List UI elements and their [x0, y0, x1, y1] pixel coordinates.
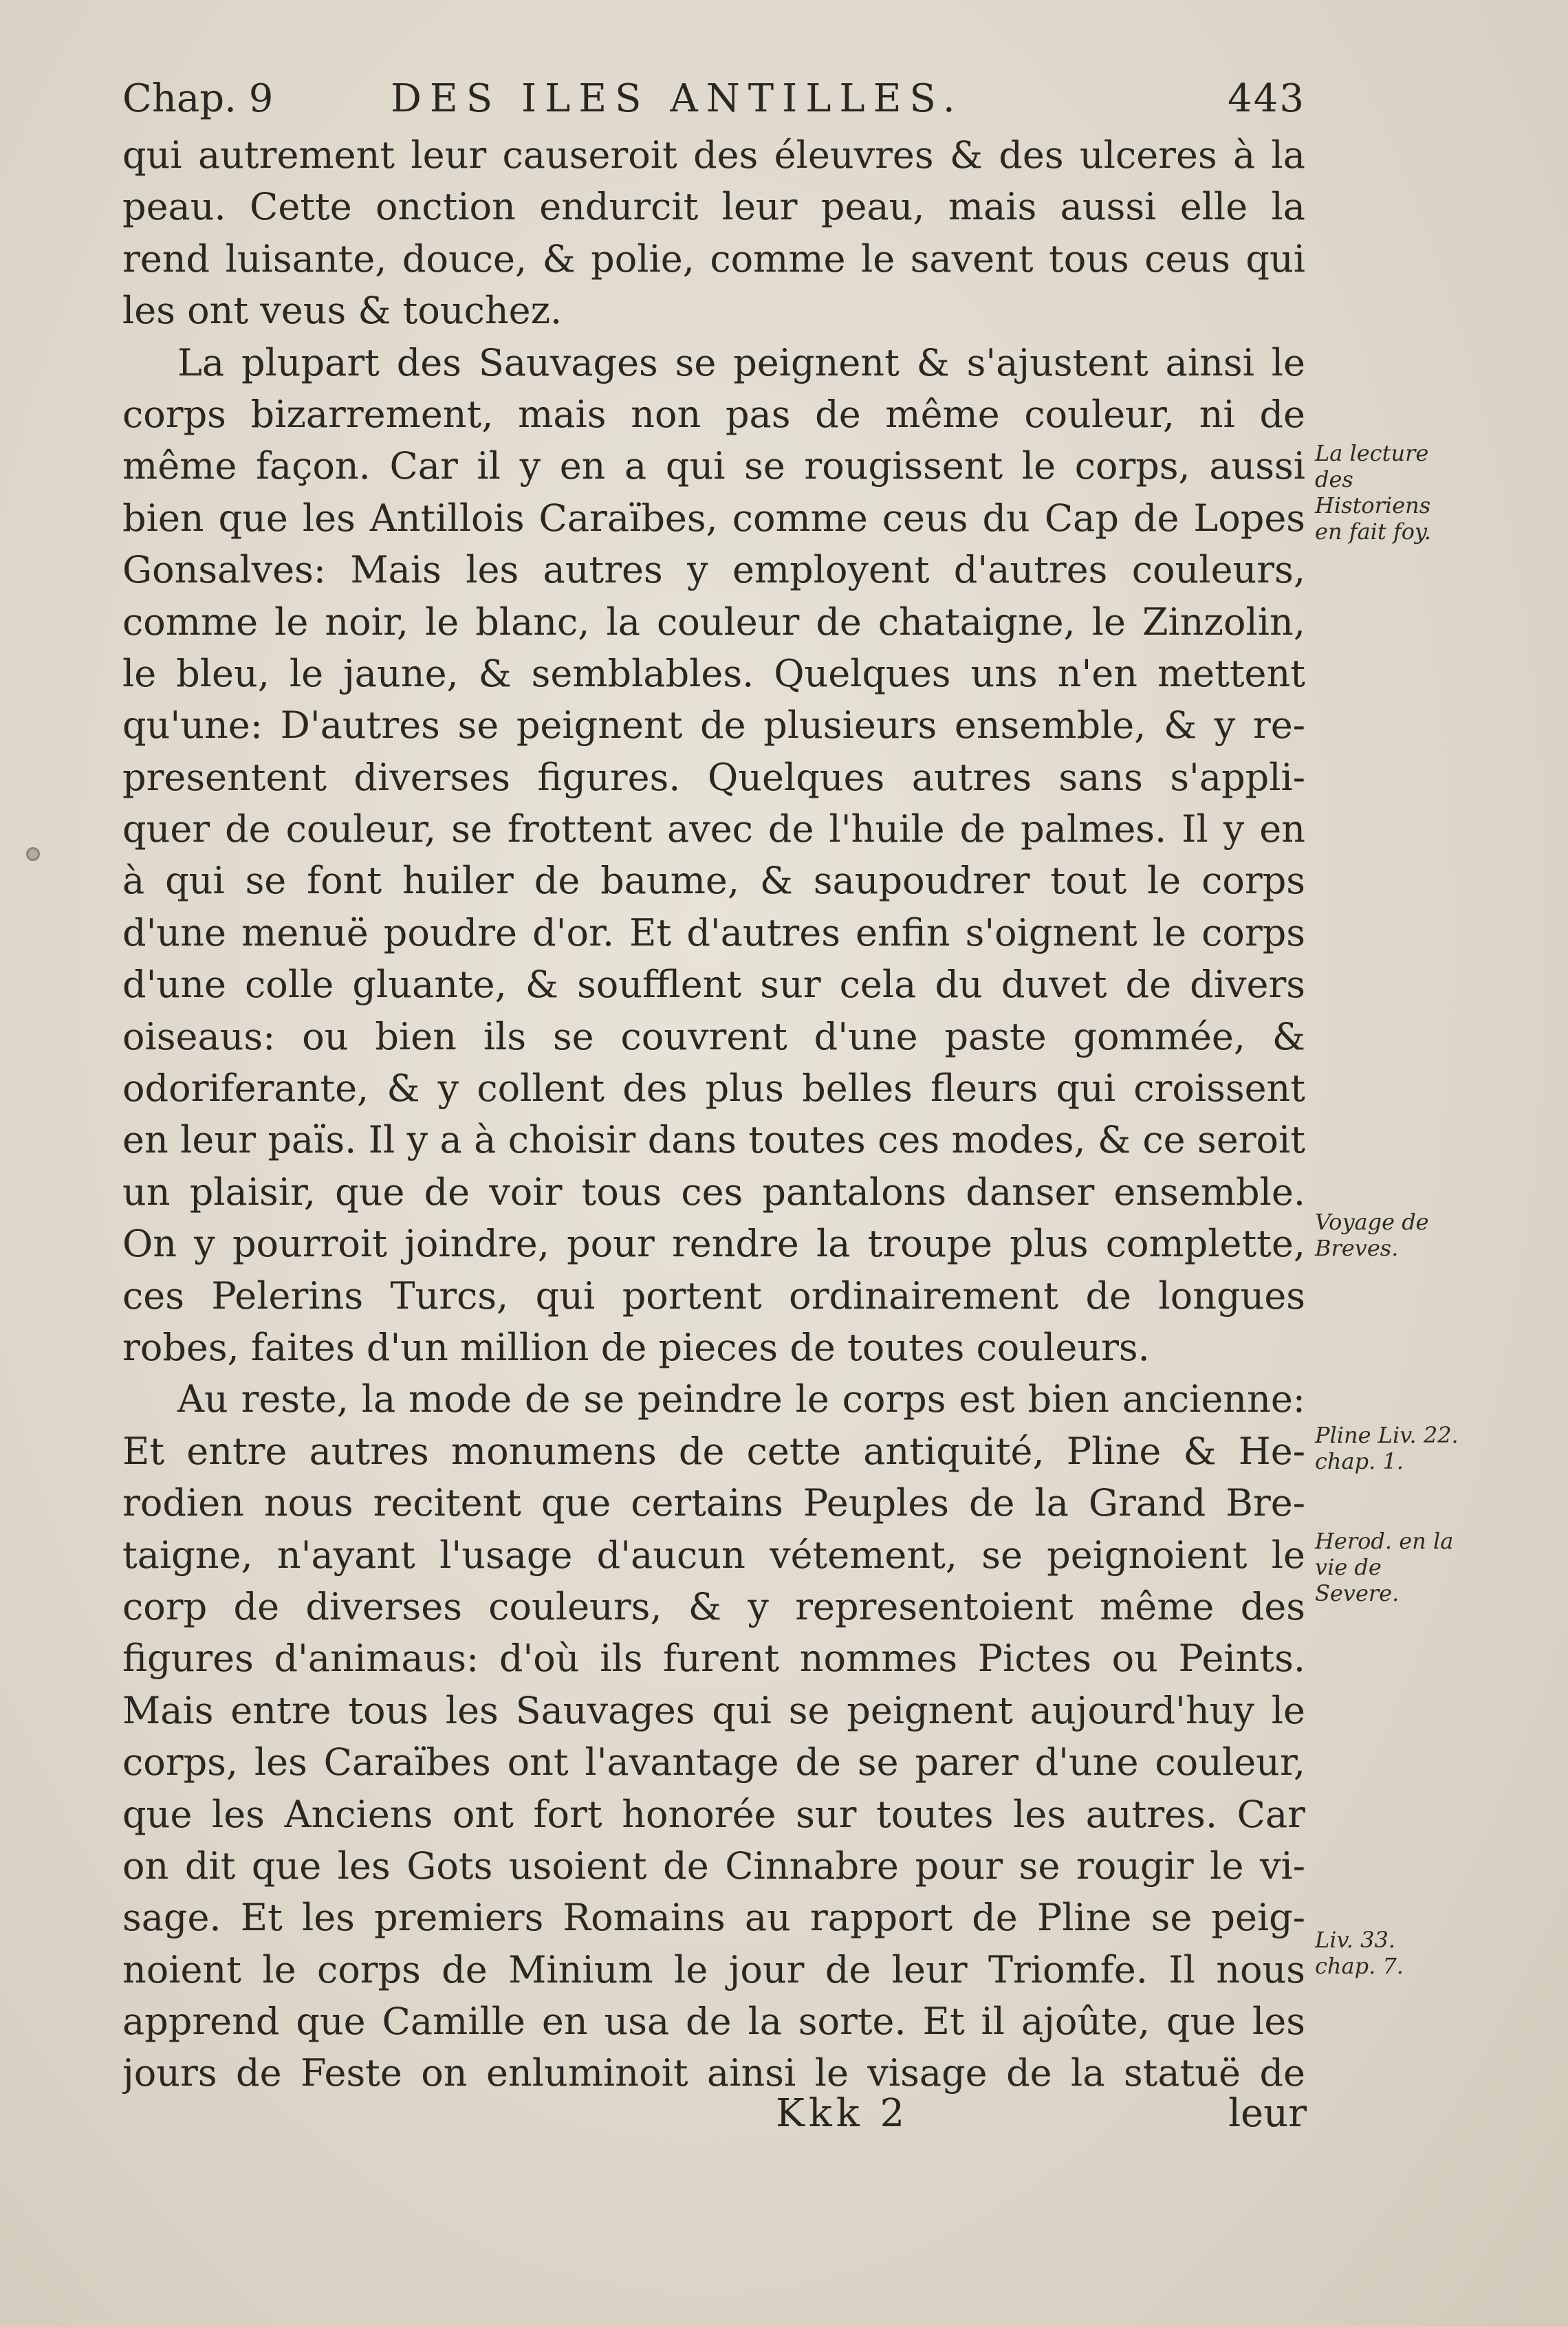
text-line: presentent diverses figures. Quelques autres sans s'appli- [122, 755, 1305, 799]
margin-note-historiens: La lecture des Historiens en fait foy. [1315, 440, 1432, 545]
text-line: Au reste, la mode de se peindre le corps est bien ancienne: [177, 1377, 1305, 1421]
text-line: qui autrement leur causeroit des éleuvres & des ulceres à la [122, 133, 1305, 177]
text-line: rend luisante, douce, & polie, comme le savent tous ceus qui [122, 237, 1305, 281]
text-line: ces Pelerins Turcs, qui portent ordinairement de longues [122, 1274, 1305, 1318]
text-line: comme le noir, le blanc, la couleur de chataigne, le Zinzolin, [122, 600, 1305, 644]
text-line: apprend que Camille en usa de la sorte. Et il ajoûte, que les [122, 2000, 1305, 2044]
text-line: corp de diverses couleurs, & y representoient même des [122, 1584, 1305, 1628]
text-line: On y pourroit joindre, pour rendre la troupe plus complette, [122, 1222, 1305, 1266]
text-line: corps, les Caraïbes ont l'avantage de se parer d'une couleur, [122, 1740, 1305, 1784]
text-line: Et entre autres monumens de cette antiquité, Pline & He- [122, 1429, 1305, 1473]
margin-note-liv33: Liv. 33. chap. 7. [1315, 1927, 1404, 1979]
signature-mark: Kkk 2 [776, 2091, 909, 2136]
text-line: noient le corps de Minium le jour de leur Triomfe. Il nous [122, 1947, 1305, 1991]
margin-note-voyage: Voyage de Breves. [1315, 1209, 1429, 1261]
paper-speck [26, 847, 40, 861]
chapter-label: Chap. 9 [122, 76, 274, 121]
text-line: d'une menuë poudre d'or. Et d'autres enfin s'oignent le corps [122, 910, 1305, 954]
text-line: un plaisir, que de voir tous ces pantalons danser ensemble. [122, 1170, 1305, 1214]
margin-note-herod: Herod. en la vie de Severe. [1315, 1528, 1454, 1606]
text-line: robes, faites d'un million de pieces de toutes couleurs. [122, 1325, 1150, 1369]
text-line: quer de couleur, se frottent avec de l'huile de palmes. Il y en [122, 807, 1305, 851]
running-header [122, 74, 1305, 124]
text-line: les ont veus & touchez. [122, 289, 563, 333]
running-title: DES ILES ANTILLES. [391, 76, 963, 121]
text-line: rodien nous recitent que certains Peuples de la Grand Bre- [122, 1481, 1305, 1525]
text-line: d'une colle gluante, & soufflent sur cela du duvet de divers [122, 963, 1305, 1007]
text-line: figures d'animaus: d'où ils furent nommes Pictes ou Peints. [122, 1637, 1305, 1681]
text-line: oiseaus: ou bien ils se couvrent d'une paste gommée, & [122, 1014, 1305, 1058]
text-line: à qui se font huiler de baume, & saupoudrer tout le corps [122, 859, 1305, 903]
text-line: bien que les Antillois Caraïbes, comme ceus du Cap de Lopes [122, 496, 1305, 540]
text-line: Mais entre tous les Sauvages qui se peignent aujourd'huy le [122, 1688, 1305, 1732]
text-line: qu'une: D'autres se peignent de plusieurs ensemble, & y re- [122, 703, 1305, 747]
text-line: La plupart des Sauvages se peignent & s'ajustent ainsi le [177, 340, 1305, 384]
text-line: que les Anciens ont fort honorée sur toutes les autres. Car [122, 1792, 1305, 1836]
margin-note-pline: Pline Liv. 22. chap. 1. [1315, 1422, 1459, 1474]
text-line: odoriferante, & y collent des plus belles fleurs qui croissent [122, 1067, 1305, 1111]
body-text [122, 129, 1305, 2099]
text-line: en leur païs. Il y a à choisir dans toutes ces modes, & ce seroit [122, 1118, 1305, 1162]
text-line: même façon. Car il y en a qui se rougissent le corps, aussi [122, 444, 1305, 488]
text-line: on dit que les Gots usoient de Cinnabre pour se rougir le vi- [122, 1844, 1305, 1888]
text-line: sage. Et les premiers Romains au rapport de Pline se peig- [122, 1896, 1305, 1940]
text-line: peau. Cette onction endurcit leur peau, mais aussi elle la [122, 185, 1305, 229]
text-line: corps bizarrement, mais non pas de même couleur, ni de [122, 392, 1305, 436]
text-line: Gonsalves: Mais les autres y employent d'autres couleurs, [122, 548, 1305, 592]
catchword: leur [1228, 2091, 1307, 2136]
text-line: le bleu, le jaune, & semblables. Quelques uns n'en mettent [122, 651, 1305, 695]
page-number: 443 [1228, 76, 1305, 121]
text-line: jours de Feste on enluminoit ainsi le visage de la statuë de [122, 2051, 1305, 2095]
text-line: taigne, n'ayant l'usage d'aucun vétement, se peignoient le [122, 1533, 1305, 1577]
